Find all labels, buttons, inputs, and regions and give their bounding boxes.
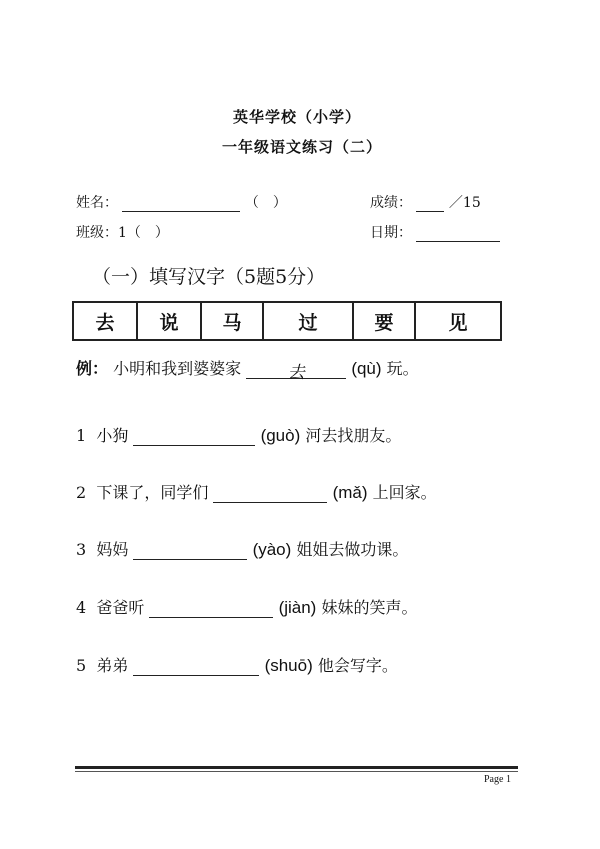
character-bank-row	[73, 302, 501, 340]
page-number: Page 1	[484, 774, 511, 785]
footer-rule-thin	[75, 771, 518, 772]
example-pinyin: (qù)	[351, 359, 382, 378]
char-cell: 过	[263, 302, 353, 340]
example-after: 玩。	[386, 359, 419, 378]
question-pinyin: (shuō)	[264, 656, 313, 675]
question-number: 1	[76, 426, 87, 445]
question-after: 姐姐去做功课。	[296, 540, 409, 559]
question-1	[76, 423, 401, 446]
question-2	[76, 480, 437, 503]
question-after: 河去找朋友。	[305, 426, 402, 445]
date-label: 日期：	[370, 225, 412, 241]
date-blank[interactable]	[416, 225, 500, 242]
example-label: 例：	[76, 359, 109, 378]
class-label: 班级：1（ ）	[76, 225, 169, 241]
example-answer: 去	[287, 363, 305, 383]
question-after: 上回家。	[372, 483, 437, 502]
char-cell: 说	[137, 302, 201, 340]
question-number: 3	[76, 540, 87, 559]
question-pinyin: (jiàn)	[278, 598, 317, 617]
question-pinyin: (mǎ)	[332, 483, 368, 502]
question-5	[76, 653, 398, 676]
worksheet-title: 一年级语文练习（二）	[222, 138, 383, 156]
example-answer-blank	[246, 358, 346, 383]
example-line	[76, 356, 419, 383]
question-4	[76, 595, 417, 618]
score-row	[370, 192, 481, 212]
question-number: 4	[76, 598, 87, 617]
question-before: 弟弟	[96, 656, 129, 675]
answer-blank[interactable]	[213, 482, 327, 503]
question-pinyin: (yào)	[252, 540, 292, 559]
question-before: 妈妈	[96, 540, 129, 559]
char-cell: 要	[353, 302, 415, 340]
question-number: 2	[76, 483, 87, 502]
score-blank[interactable]	[416, 195, 444, 212]
answer-blank[interactable]	[133, 539, 247, 560]
question-before: 下课了，同学们	[96, 483, 209, 502]
char-cell: 马	[201, 302, 263, 340]
question-number: 5	[76, 656, 87, 675]
section-title: （一）填写汉字（5题5分）	[92, 266, 326, 288]
answer-blank[interactable]	[133, 655, 259, 676]
score-label: 成绩：	[370, 195, 412, 211]
question-before: 小狗	[96, 426, 129, 445]
answer-blank[interactable]	[133, 425, 255, 446]
name-blank[interactable]	[122, 195, 240, 212]
char-cell: 见	[415, 302, 501, 340]
school-name: 英华学校（小学）	[233, 108, 362, 126]
name-row	[76, 192, 287, 212]
question-3	[76, 537, 408, 560]
character-bank	[72, 301, 502, 341]
footer-rule	[75, 766, 518, 769]
question-after: 他会写字。	[317, 656, 398, 675]
question-pinyin: (guò)	[260, 426, 301, 445]
date-row	[370, 222, 500, 242]
answer-blank[interactable]	[149, 597, 273, 618]
score-total: ／15	[448, 195, 481, 211]
char-cell: 去	[73, 302, 137, 340]
question-after: 妹妹的笑声。	[321, 598, 418, 617]
name-paren: （ ）	[244, 195, 287, 211]
question-before: 爸爸听	[96, 598, 145, 617]
name-label: 姓名：	[76, 195, 118, 211]
example-before: 小明和我到婆婆家	[113, 359, 242, 378]
